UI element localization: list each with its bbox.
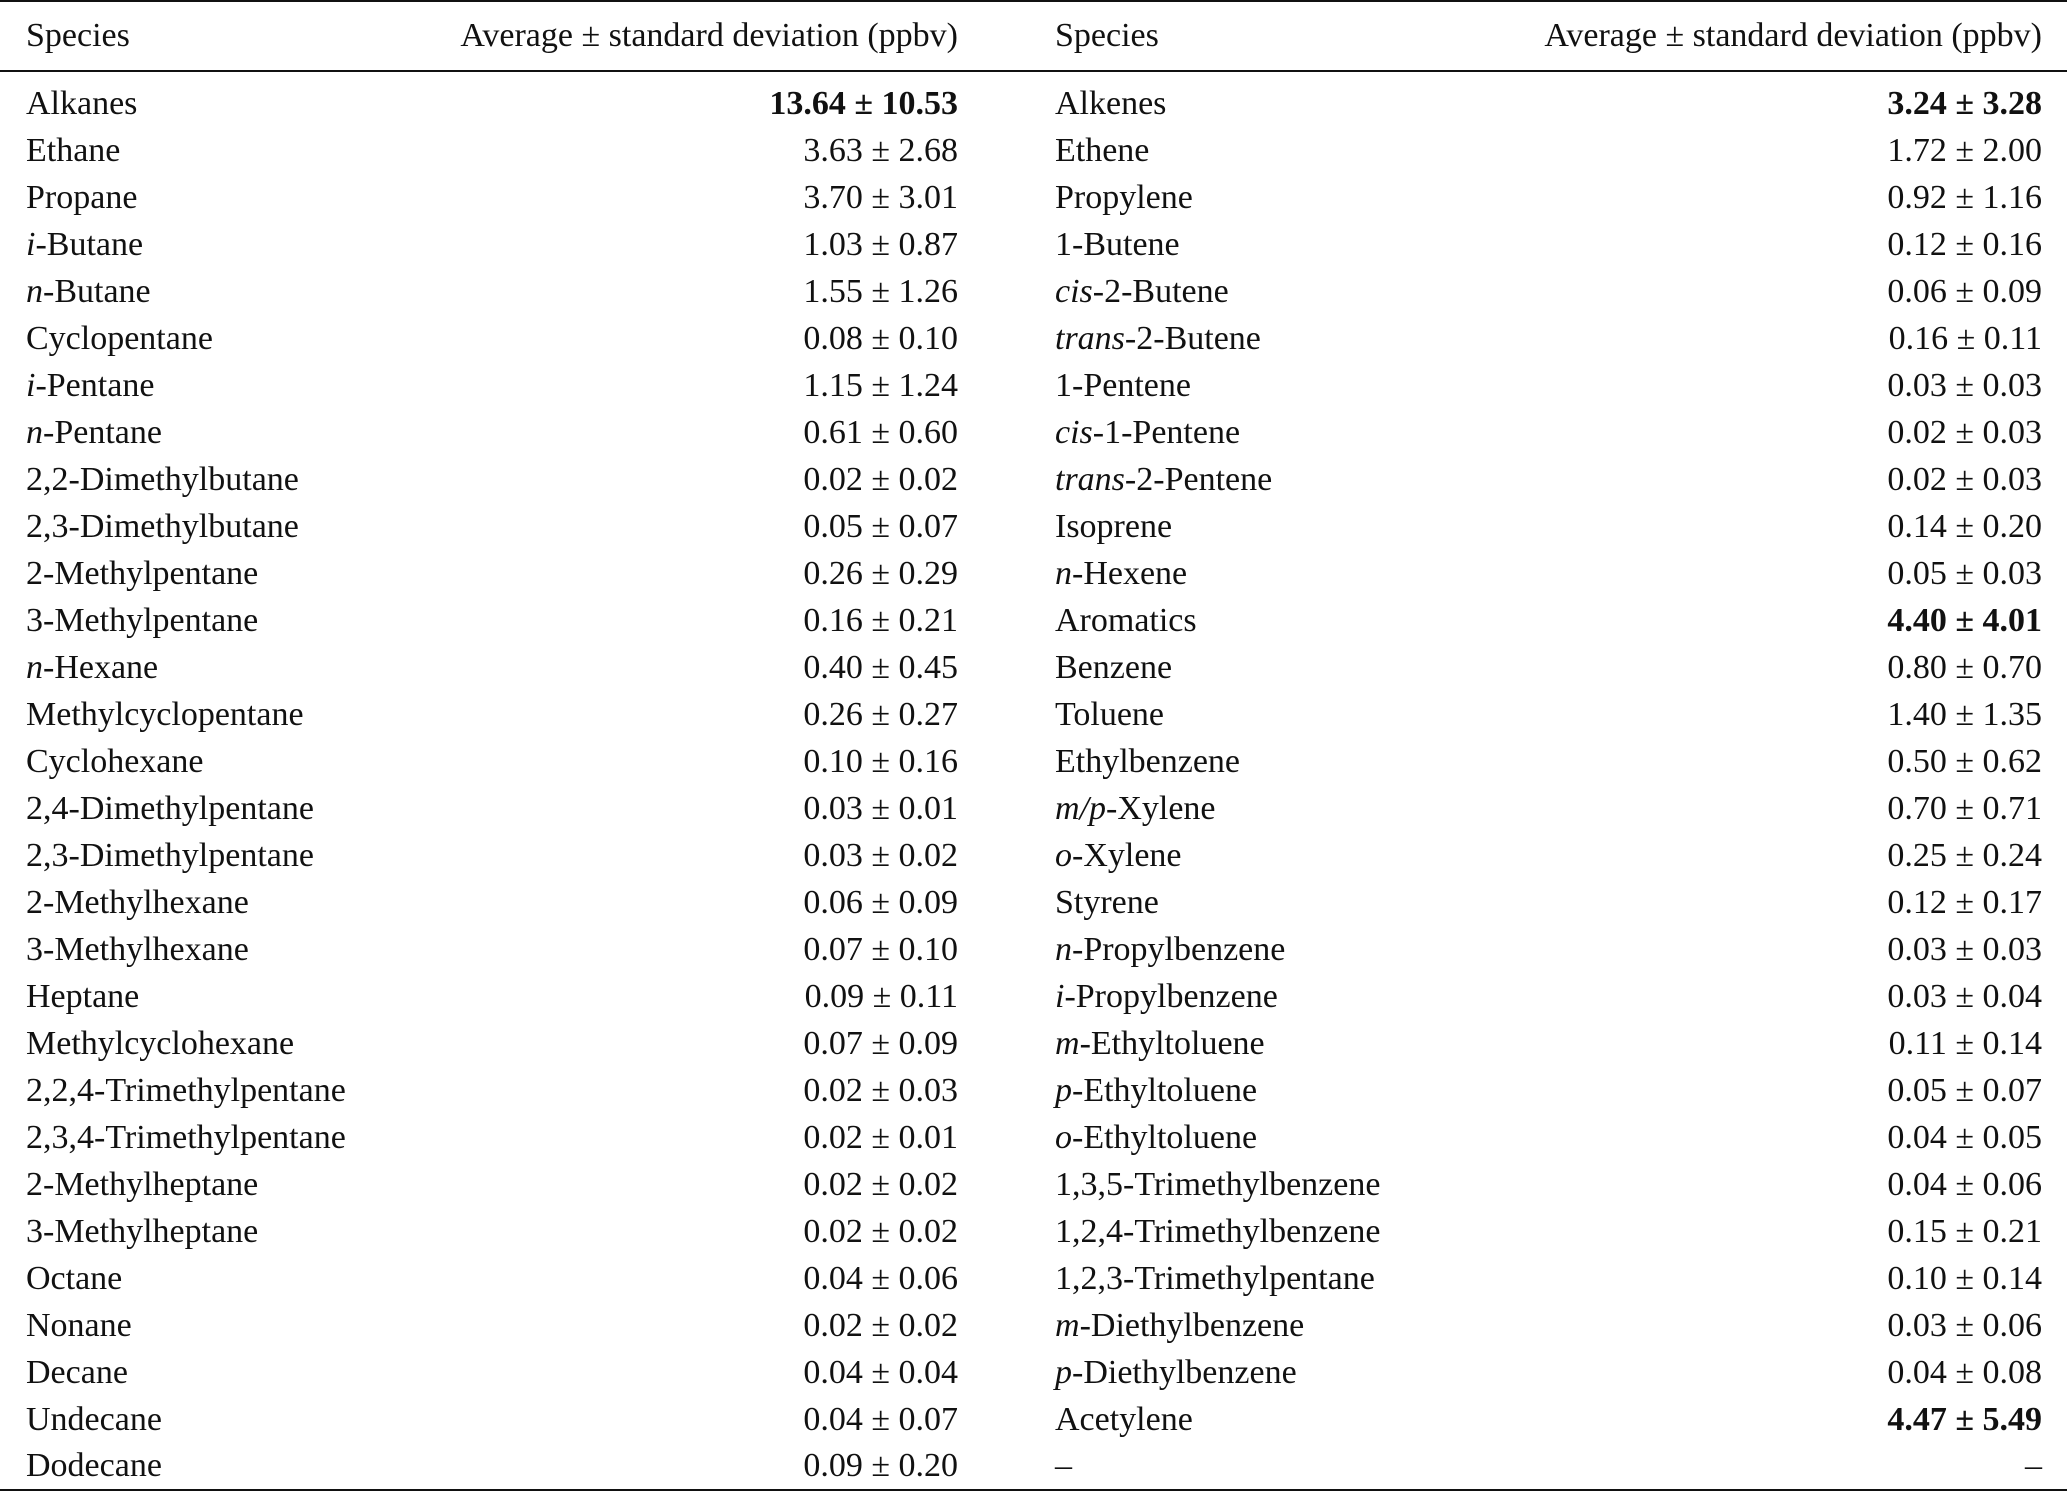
- value-cell-left: 0.07 ± 0.09: [803, 1024, 958, 1062]
- species-name: Methylcyclopentane: [26, 695, 304, 733]
- species-cell-right: [1020, 1208, 1520, 1255]
- species-name: 2,2-Dimethylbutane: [26, 460, 299, 498]
- species-name: 3-Methylpentane: [26, 601, 259, 639]
- value-cell-left: 13.64 ± 10.53: [769, 85, 958, 122]
- species-cell-left: [0, 1020, 410, 1067]
- value-cell-right: 3.24 ± 3.28: [1887, 85, 2042, 122]
- species-prefix: p: [1055, 1071, 1072, 1109]
- species-name: Benzene: [1055, 648, 1173, 686]
- table-row: [0, 1443, 2067, 1490]
- table-row: [0, 71, 2067, 127]
- species-cell-left: [0, 879, 410, 926]
- species-name: 1-Butene: [1055, 225, 1180, 263]
- value-cell-right: 0.92 ± 1.16: [1887, 178, 2042, 216]
- species-name: -Diethylbenzene: [1072, 1353, 1297, 1391]
- species-cell-right: [1020, 785, 1520, 832]
- header-species-left: Species: [26, 17, 130, 54]
- species-prefix: m: [1055, 1306, 1080, 1344]
- species-name: 1,2,4-Trimethylbenzene: [1055, 1212, 1381, 1250]
- species-prefix: n: [26, 413, 43, 451]
- species-name: Methylcyclohexane: [26, 1024, 295, 1062]
- value-cell-right: 1.40 ± 1.35: [1887, 695, 2042, 733]
- value-cell-right: 0.02 ± 0.03: [1887, 413, 2042, 451]
- species-prefix: o: [1055, 1118, 1072, 1156]
- species-name: Isoprene: [1055, 507, 1173, 545]
- value-cell-right: 0.11 ± 0.14: [1888, 1024, 2042, 1062]
- species-prefix: trans: [1055, 460, 1125, 498]
- species-name: -Diethylbenzene: [1079, 1306, 1305, 1344]
- value-cell-right: 0.04 ± 0.08: [1887, 1353, 2042, 1391]
- species-cell-right: [1020, 832, 1520, 879]
- species-name: -Xylene: [1106, 789, 1216, 827]
- species-cell-left: [0, 127, 410, 174]
- table-row: [0, 1302, 2067, 1349]
- value-cell-right: 0.02 ± 0.03: [1887, 460, 2042, 498]
- species-cell-left: [0, 1067, 410, 1114]
- table-row: [0, 315, 2067, 362]
- species-prefix: p: [1055, 1353, 1072, 1391]
- species-name: -Butane: [35, 225, 144, 263]
- table-row: [0, 1208, 2067, 1255]
- species-prefix: n: [26, 648, 43, 686]
- value-cell-left: 3.70 ± 3.01: [803, 178, 958, 216]
- species-name: –: [1055, 1447, 1072, 1484]
- table-row: [0, 644, 2067, 691]
- species-cell-right: [1020, 1067, 1520, 1114]
- table-row: [0, 174, 2067, 221]
- species-name: 3-Methylhexane: [26, 930, 249, 968]
- species-cell-left: [0, 832, 410, 879]
- value-cell-right: 0.05 ± 0.07: [1887, 1071, 2042, 1109]
- table-row: [0, 456, 2067, 503]
- value-cell-right: 0.04 ± 0.05: [1887, 1118, 2042, 1156]
- table-row: [0, 691, 2067, 738]
- table-row: [0, 973, 2067, 1020]
- species-cell-left: [0, 1349, 410, 1396]
- value-cell-left: 0.26 ± 0.27: [803, 695, 958, 733]
- value-cell-right: 0.12 ± 0.16: [1887, 225, 2042, 263]
- species-name: Alkanes: [26, 85, 138, 122]
- species-cell-left: [0, 362, 410, 409]
- header-value-right: Average ± standard deviation (ppbv): [1544, 17, 2042, 54]
- species-cell-left: [0, 691, 410, 738]
- species-cell-left: [0, 785, 410, 832]
- table-header: [0, 1, 2067, 71]
- table-row: [0, 926, 2067, 973]
- value-cell-right: 0.12 ± 0.17: [1887, 883, 2042, 921]
- species-cell-right: [1020, 503, 1520, 550]
- table-row: [0, 1255, 2067, 1302]
- value-cell-right: 0.03 ± 0.03: [1887, 366, 2042, 404]
- value-cell-left: 1.15 ± 1.24: [803, 366, 958, 404]
- species-cell-right: [1020, 879, 1520, 926]
- species-cell-left: [0, 1443, 410, 1490]
- species-prefix: n: [1055, 554, 1072, 592]
- value-cell-left: 0.02 ± 0.02: [803, 1212, 958, 1250]
- species-name: -Pentane: [35, 366, 155, 404]
- species-cell-right: [1020, 409, 1520, 456]
- species-prefix: cis: [1055, 413, 1093, 451]
- value-cell-left: 0.02 ± 0.01: [803, 1118, 958, 1156]
- species-name: -Ethyltoluene: [1072, 1071, 1258, 1109]
- species-cell-left: [0, 1161, 410, 1208]
- table-row: [0, 597, 2067, 644]
- table-row: [0, 127, 2067, 174]
- species-name: 2-Methylpentane: [26, 554, 259, 592]
- species-cell-left: [0, 644, 410, 691]
- value-cell-right: 0.50 ± 0.62: [1887, 742, 2042, 780]
- value-cell-left: 1.55 ± 1.26: [803, 272, 958, 310]
- species-cell-right: [1020, 973, 1520, 1020]
- header-species-right: Species: [1055, 17, 1159, 54]
- value-cell-right: 0.06 ± 0.09: [1887, 272, 2042, 310]
- species-cell-left: [0, 221, 410, 268]
- species-name: -Ethyltoluene: [1079, 1024, 1265, 1062]
- species-name: Styrene: [1055, 883, 1159, 921]
- value-cell-right: 1.72 ± 2.00: [1887, 131, 2042, 169]
- table-body: [0, 71, 2067, 1490]
- table-row: [0, 1396, 2067, 1443]
- species-name: 1-Pentene: [1055, 366, 1191, 404]
- species-name: Octane: [26, 1259, 123, 1297]
- value-cell-right: 0.80 ± 0.70: [1887, 648, 2042, 686]
- value-cell-left: 0.05 ± 0.07: [803, 507, 958, 545]
- table-row: [0, 362, 2067, 409]
- species-name: Heptane: [26, 977, 140, 1015]
- species-cell-right: [1020, 174, 1520, 221]
- species-cell-right: [1020, 71, 1520, 127]
- species-name: -2-Butene: [1092, 272, 1229, 310]
- table-row: [0, 503, 2067, 550]
- value-cell-right: 0.03 ± 0.03: [1887, 930, 2042, 968]
- species-name: Aromatics: [1055, 601, 1197, 639]
- value-cell-left: 1.03 ± 0.87: [803, 225, 958, 263]
- species-name: 1,3,5-Trimethylbenzene: [1055, 1165, 1381, 1203]
- species-name: -2-Butene: [1124, 319, 1261, 357]
- species-name: Decane: [26, 1353, 128, 1391]
- species-cell-right: [1020, 456, 1520, 503]
- species-name: 2,3,4-Trimethylpentane: [26, 1118, 346, 1156]
- value-cell-left: 0.04 ± 0.06: [803, 1259, 958, 1297]
- species-cell-left: [0, 1396, 410, 1443]
- species-name: -Xylene: [1072, 836, 1182, 874]
- species-cell-left: [0, 973, 410, 1020]
- species-name: Nonane: [26, 1306, 132, 1344]
- table-row: [0, 785, 2067, 832]
- value-cell-right: 4.40 ± 4.01: [1887, 601, 2042, 639]
- species-cell-left: [0, 315, 410, 362]
- header-value-left: Average ± standard deviation (ppbv): [460, 17, 958, 54]
- species-cell-right: [1020, 1396, 1520, 1443]
- table-row: [0, 550, 2067, 597]
- value-cell-left: 0.04 ± 0.04: [803, 1353, 958, 1391]
- species-prefix: n: [26, 272, 43, 310]
- species-prefix: i: [26, 225, 36, 263]
- table-row: [0, 1161, 2067, 1208]
- species-cell-right: [1020, 738, 1520, 785]
- value-cell-left: 0.04 ± 0.07: [803, 1400, 958, 1438]
- species-cell-right: [1020, 1255, 1520, 1302]
- species-name: -1-Pentene: [1092, 413, 1241, 451]
- table-row: [0, 1020, 2067, 1067]
- value-cell-left: 0.03 ± 0.02: [803, 836, 958, 874]
- species-prefix: m/p: [1055, 789, 1106, 827]
- value-cell-right: 0.10 ± 0.14: [1887, 1259, 2042, 1297]
- species-cell-left: [0, 926, 410, 973]
- species-prefix: i: [1055, 977, 1065, 1015]
- species-cell-left: [0, 597, 410, 644]
- species-cell-left: [0, 550, 410, 597]
- value-cell-left: 0.02 ± 0.02: [803, 1165, 958, 1203]
- species-name: -Ethyltoluene: [1072, 1118, 1258, 1156]
- species-cell-left: [0, 174, 410, 221]
- value-cell-left: 0.09 ± 0.11: [804, 977, 958, 1015]
- species-name: Cyclopentane: [26, 319, 213, 357]
- table-row: [0, 832, 2067, 879]
- species-prefix: o: [1055, 836, 1072, 874]
- table-row: [0, 409, 2067, 456]
- species-cell-right: [1020, 1443, 1520, 1490]
- table-row: [0, 1114, 2067, 1161]
- value-cell-right: 0.25 ± 0.24: [1887, 836, 2042, 874]
- species-prefix: n: [1055, 930, 1072, 968]
- value-cell-right: 0.05 ± 0.03: [1887, 554, 2042, 592]
- value-cell-left: 0.02 ± 0.02: [803, 1306, 958, 1344]
- species-name: Cyclohexane: [26, 742, 204, 780]
- species-cell-right: [1020, 221, 1520, 268]
- species-name: Dodecane: [26, 1447, 162, 1484]
- species-name: 1,2,3-Trimethylpentane: [1055, 1259, 1375, 1297]
- species-cell-right: [1020, 1161, 1520, 1208]
- species-name: -Propylbenzene: [1064, 977, 1278, 1015]
- species-cell-right: [1020, 268, 1520, 315]
- species-cell-right: [1020, 691, 1520, 738]
- value-cell-left: 0.09 ± 0.20: [803, 1447, 958, 1484]
- species-name: 2,3-Dimethylpentane: [26, 836, 314, 874]
- value-cell-left: 0.03 ± 0.01: [803, 789, 958, 827]
- species-prefix: m: [1055, 1024, 1080, 1062]
- species-name: -Propylbenzene: [1072, 930, 1286, 968]
- value-cell-left: 0.61 ± 0.60: [803, 413, 958, 451]
- value-cell-right: 4.47 ± 5.49: [1887, 1400, 2042, 1438]
- species-name: 2-Methylhexane: [26, 883, 249, 921]
- species-name: Propane: [26, 178, 138, 216]
- table-row: [0, 879, 2067, 926]
- species-cell-right: [1020, 1349, 1520, 1396]
- species-cell-left: [0, 1114, 410, 1161]
- value-cell-left: 0.07 ± 0.10: [803, 930, 958, 968]
- species-name: -2-Pentene: [1124, 460, 1273, 498]
- species-name: Ethane: [26, 131, 121, 169]
- table-row: [0, 738, 2067, 785]
- value-cell-right: –: [2025, 1447, 2042, 1484]
- value-cell-left: 0.40 ± 0.45: [803, 648, 958, 686]
- species-name: 2,2,4-Trimethylpentane: [26, 1071, 346, 1109]
- species-cell-right: [1020, 644, 1520, 691]
- table-row: [0, 268, 2067, 315]
- species-cell-left: [0, 409, 410, 456]
- species-cell-left: [0, 503, 410, 550]
- species-prefix: trans: [1055, 319, 1125, 357]
- value-cell-left: 0.16 ± 0.21: [803, 601, 958, 639]
- species-cell-right: [1020, 362, 1520, 409]
- value-cell-left: 0.02 ± 0.02: [803, 460, 958, 498]
- value-cell-left: 0.10 ± 0.16: [803, 742, 958, 780]
- species-name: Alkenes: [1055, 85, 1167, 122]
- species-cell-left: [0, 268, 410, 315]
- table-row: [0, 1067, 2067, 1114]
- species-name: -Pentane: [43, 413, 162, 451]
- species-cell-right: [1020, 315, 1520, 362]
- species-prefix: i: [26, 366, 36, 404]
- table-row: [0, 221, 2067, 268]
- species-cell-left: [0, 738, 410, 785]
- species-cell-right: [1020, 1114, 1520, 1161]
- species-name: Acetylene: [1055, 1400, 1193, 1438]
- header-row: [0, 1, 2067, 71]
- species-name: -Butane: [43, 272, 151, 310]
- species-name: Ethylbenzene: [1055, 742, 1241, 780]
- value-cell-right: 0.03 ± 0.06: [1887, 1306, 2042, 1344]
- species-cell-right: [1020, 1020, 1520, 1067]
- species-name: 2,4-Dimethylpentane: [26, 789, 314, 827]
- species-cell-right: [1020, 127, 1520, 174]
- table-row: [0, 1349, 2067, 1396]
- species-name: Propylene: [1055, 178, 1193, 216]
- value-cell-right: 0.15 ± 0.21: [1887, 1212, 2042, 1250]
- species-name: 2,3-Dimethylbutane: [26, 507, 299, 545]
- value-cell-right: 0.04 ± 0.06: [1887, 1165, 2042, 1203]
- species-name: -Hexane: [43, 648, 159, 686]
- value-cell-left: 3.63 ± 2.68: [803, 131, 958, 169]
- species-cell-left: [0, 1208, 410, 1255]
- species-name: 2-Methylheptane: [26, 1165, 259, 1203]
- value-cell-right: 0.03 ± 0.04: [1887, 977, 2042, 1015]
- species-cell-left: [0, 71, 410, 127]
- species-name: Ethene: [1055, 131, 1150, 169]
- species-cell-left: [0, 1255, 410, 1302]
- value-cell-right: 0.14 ± 0.20: [1887, 507, 2042, 545]
- species-cell-left: [0, 456, 410, 503]
- value-cell-right: 0.70 ± 0.71: [1887, 789, 2042, 827]
- species-name: -Hexene: [1072, 554, 1188, 592]
- value-cell-right: 0.16 ± 0.11: [1888, 319, 2042, 357]
- species-cell-left: [0, 1302, 410, 1349]
- species-cell-right: [1020, 926, 1520, 973]
- species-cell-right: [1020, 550, 1520, 597]
- species-name: Undecane: [26, 1400, 162, 1438]
- species-prefix: cis: [1055, 272, 1093, 310]
- value-cell-left: 0.06 ± 0.09: [803, 883, 958, 921]
- value-cell-left: 0.02 ± 0.03: [803, 1071, 958, 1109]
- species-name: Toluene: [1055, 695, 1165, 733]
- value-cell-left: 0.26 ± 0.29: [803, 554, 958, 592]
- species-cell-right: [1020, 1302, 1520, 1349]
- species-name: 3-Methylheptane: [26, 1212, 259, 1250]
- value-cell-left: 0.08 ± 0.10: [803, 319, 958, 357]
- species-cell-right: [1020, 597, 1520, 644]
